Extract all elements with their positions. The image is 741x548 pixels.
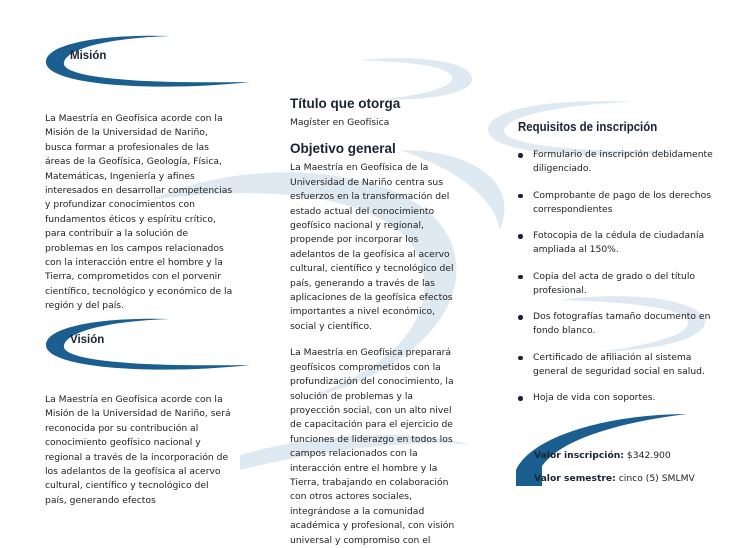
titulo-value: Magíster en Geofísica [290,117,390,128]
bullet-icon [518,234,523,239]
list-item: Fotocopia de la cédula de ciudadanía ampliada al 150%. [518,229,718,258]
valor-inscripcion [534,449,671,463]
list-item: Dos fotografías tamaño documento en fondo blanco. [518,310,718,339]
bullet-icon [518,153,523,158]
valor-semestre [534,472,695,486]
requisitos-heading: Requisitos de inscripción [518,119,658,134]
bullet-icon [518,275,523,280]
valor-inscripcion-label: Valor inscripción: [534,450,624,461]
list-item: Comprobante de pago de los derechos correspondientes [518,189,718,218]
list-item: Hoja de vida con soportes. [518,391,718,405]
bullet-icon [518,315,523,320]
objetivo-paragraph-1: La Maestría en Geofísica de la Universidad de Nariño centra sus esfuerzos en la transformación del estado actual del conocimiento geofísico nacional y regional, propende por incorporar los adelantos de la geofísica al acervo cultural, científico y tecnológico del país, generando a través de las aplicaciones de la geofísica efectos importantes a nivel económico, social y científico. [290,162,454,332]
middle-column [290,96,462,548]
mision-body: La Maestría en Geofísica acorde con la Misión de la Universidad de Nariño, busca formar a profesionales de las áreas de la Geofísica, Geología, Física, Matemáticas, Ingeniería y afines interesados en desarrollar competencias y profundizar conocimientos con fundamentos éticos y espíritu crítico, para contribuir a la solución de problemas en los campos relacionados con la interacción entre el hombre y la Tierra, comprometidos con el porvenir científico, tecnológico y económico de la región y del país. [45,113,233,312]
requisitos-list [518,148,718,405]
titulo-heading: Título que otorga [290,96,401,111]
objetivo-heading: Objetivo general [290,141,396,157]
list-item: Copia del acta de grado o del título profesional. [518,270,718,299]
bullet-icon [518,194,523,199]
valor-inscripcion-value: $342.900 [626,450,671,461]
bullet-icon [518,356,523,361]
list-item: Certificado de afiliación al sistema general de seguridad social en salud. [518,351,718,380]
watermark-swoosh-top [360,58,472,100]
mision-title: Misión [70,50,107,62]
vision-title: Visión [70,334,105,346]
mision-section [45,112,233,314]
bullet-icon [518,396,523,401]
list-item: Formulario de inscripción debidamente diligenciado. [518,148,718,177]
vision-body: La Maestría en Geofísica acorde con la Misión de la Universidad de Nariño, será reconocida por su contribución al conocimiento geofísico nacional y regional a través de la incorporación de los adelantos de la geofísica al acervo cultural, científico y tecnológico del país, generando efectos [45,394,231,506]
objetivo-paragraph-2: La Maestría en Geofísica preparará geofísicos comprometidos con la profundización del conocimiento, la solución de problemas y la proyección social, con un alto nivel de capacitación para el ejercicio de funciones de liderazgo en todos los campos relacionados con la interacción entre el hombre y la Tierra, trabajando en colaboración con otros actores sociales, integrándose a la comunidad académica y profesional, con visión universal y compromiso con el [290,347,455,546]
requisitos-section [518,148,718,417]
vision-section [45,393,233,508]
valor-semestre-label: Valor semestre: [534,473,616,484]
valor-semestre-value: cinco (5) SMLMV [618,473,695,484]
